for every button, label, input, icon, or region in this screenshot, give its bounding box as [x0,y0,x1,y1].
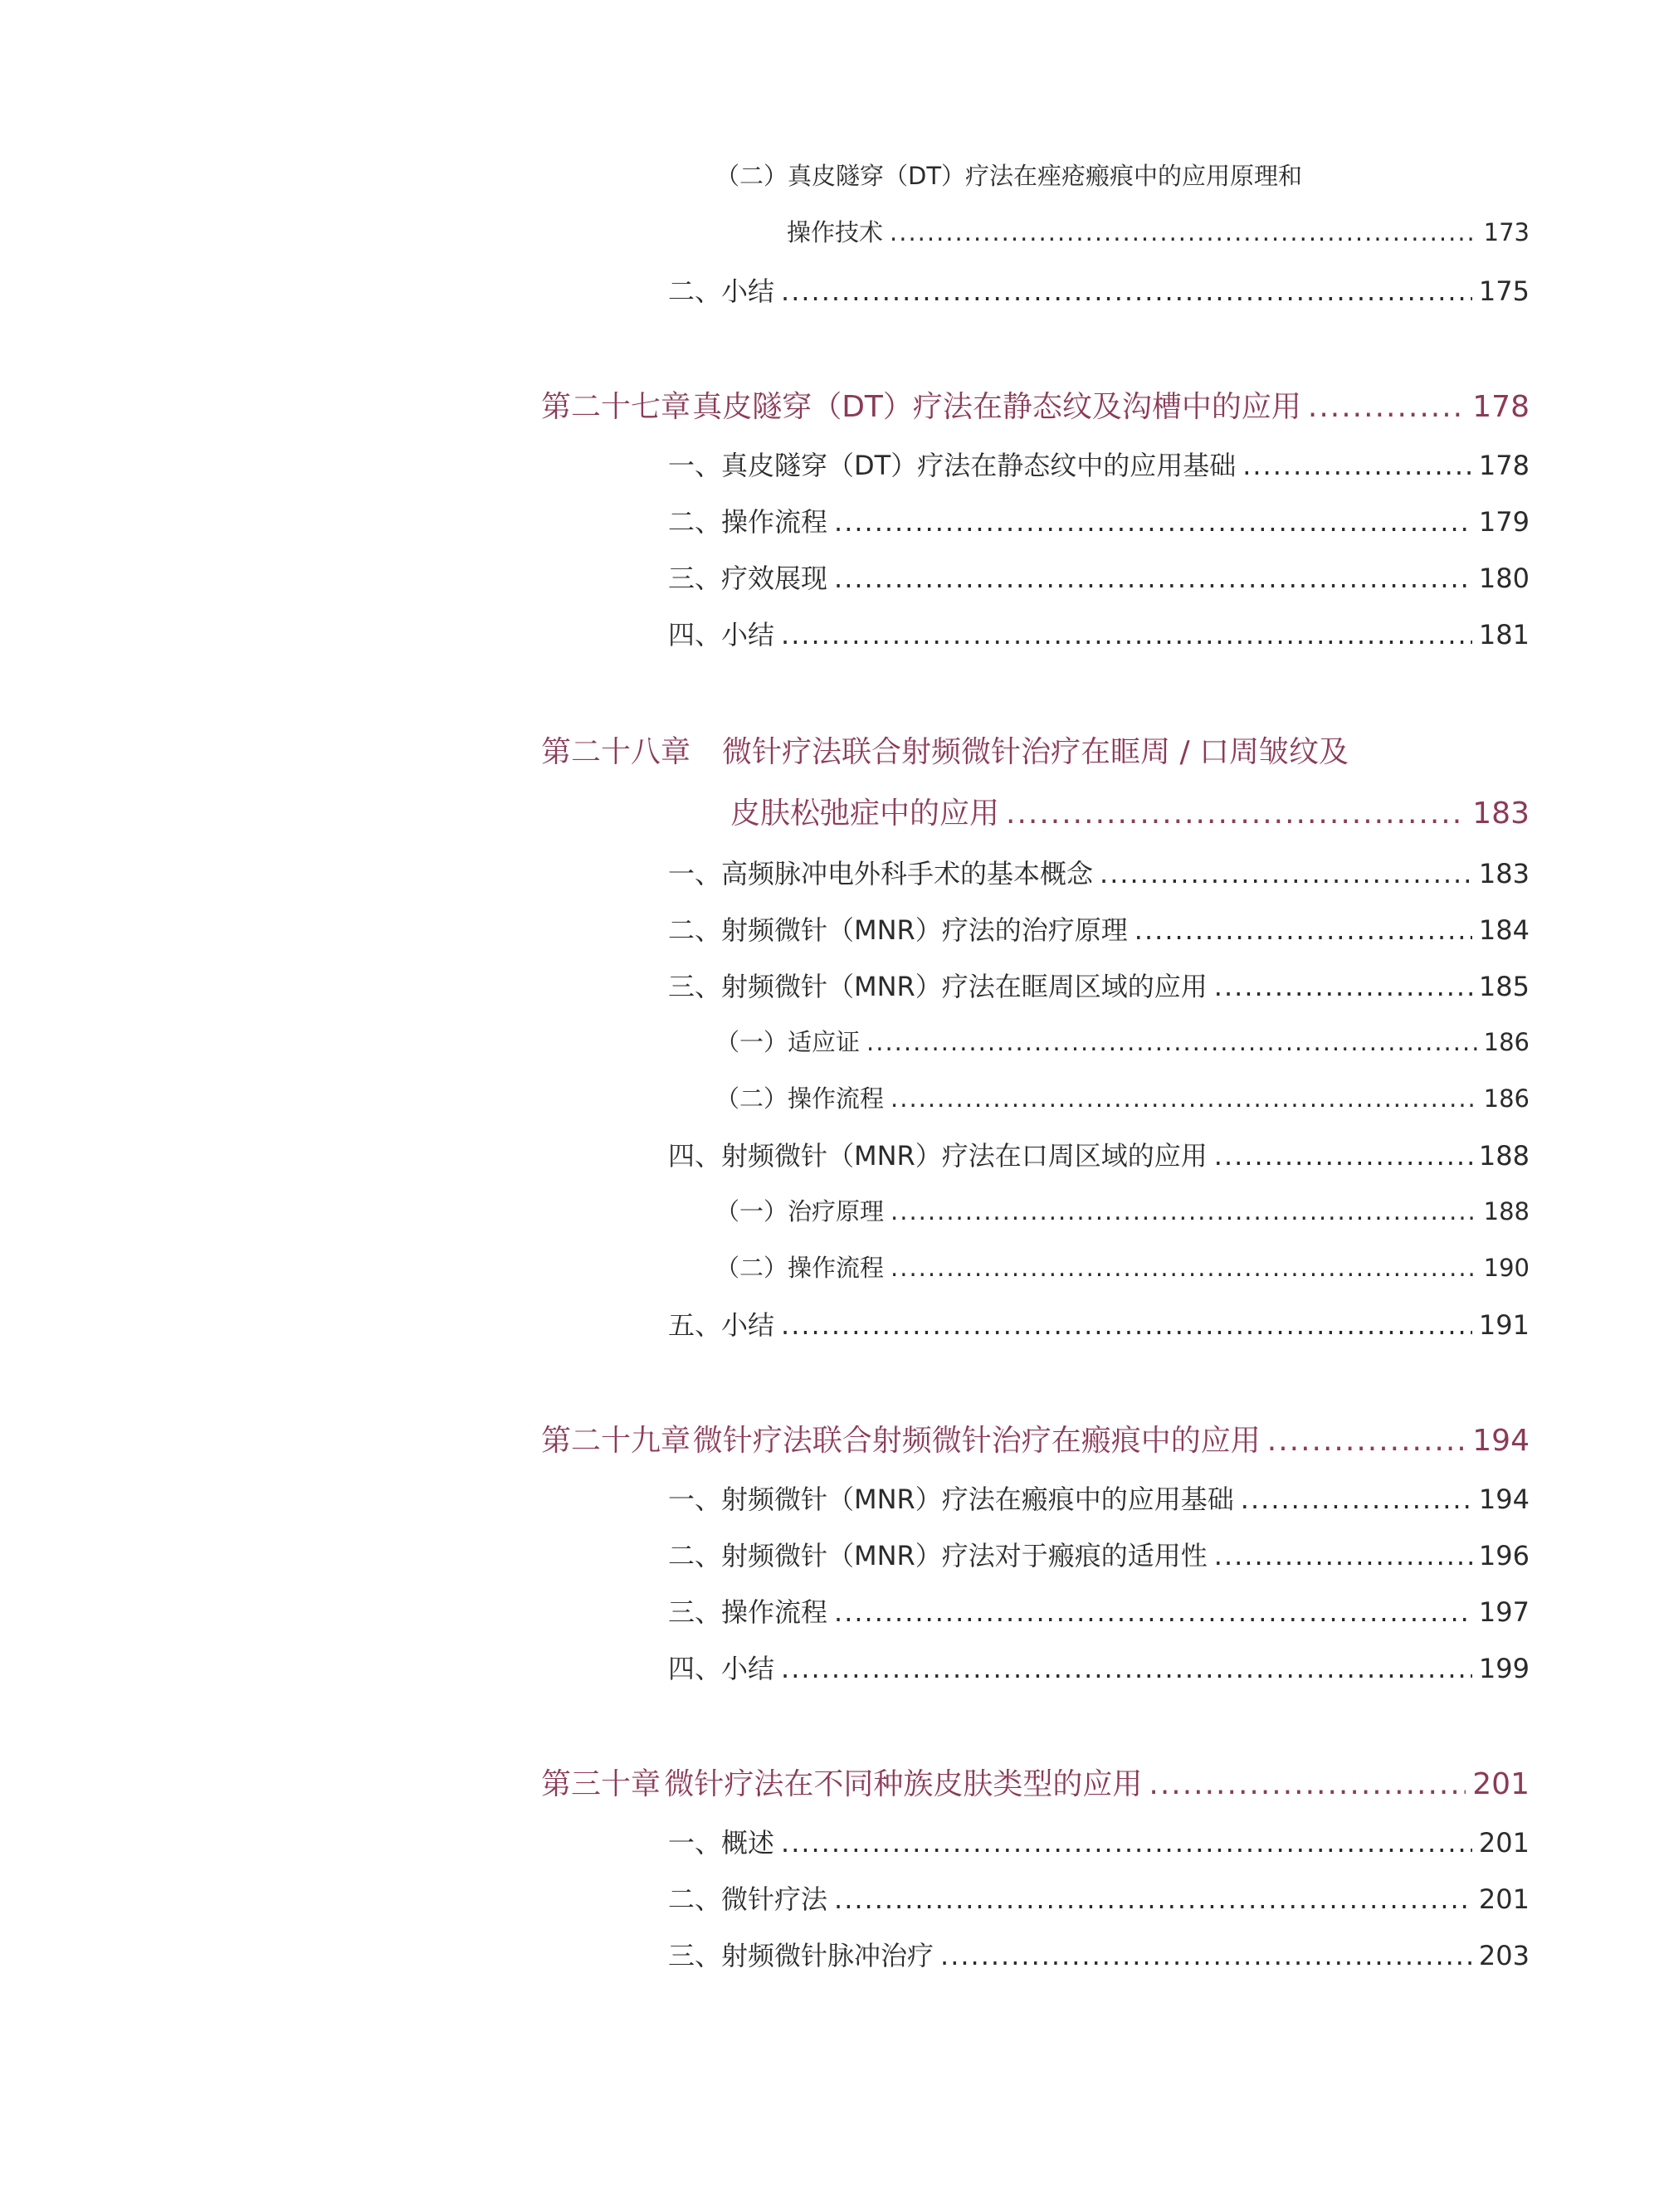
toc-page-number: 186 [1483,1084,1530,1113]
toc-page-number: 178 [1478,450,1530,481]
toc-entry-title: 二、小结 [668,275,775,307]
toc-page-number: 179 [1478,506,1530,538]
toc-leader-dots [890,1084,1477,1113]
toc-entry-title: 四、小结 [668,1653,775,1684]
toc-leader-dots [1214,971,1472,1002]
toc-page-number: 185 [1478,971,1530,1002]
toc-page-number: 203 [1478,1940,1530,1971]
toc-entry-title: 四、小结 [668,619,775,650]
toc-leader-dots [940,1940,1472,1971]
toc-page-number: 181 [1478,619,1530,650]
toc-entry-title: 二、射频微针（MNR）疗法的治疗原理 [668,914,1128,946]
toc-chapter-number: 第二十八章 [541,735,691,769]
toc-section-entry [668,501,1530,539]
toc-subsection-entry [715,158,1302,192]
toc-page-number: 184 [1478,914,1530,946]
toc-entry-title: 四、射频微针（MNR）疗法在口周区域的应用 [668,1140,1208,1172]
toc-entry-title: （一）适应证 [715,1028,861,1056]
toc-leader-dots [890,218,1477,246]
toc-entry-title: 三、射频微针脉冲治疗 [668,1940,934,1971]
toc-page-number: 188 [1478,1140,1530,1172]
toc-leader-dots [1267,1424,1466,1458]
toc-section-entry [668,614,1530,652]
toc-section-entry [668,1935,1530,1973]
toc-section-entry [668,853,1530,891]
toc-entry-title: 一、概述 [668,1827,775,1859]
toc-entry-title: 二、微针疗法 [668,1883,828,1915]
toc-entry-title: 五、小结 [668,1309,775,1341]
toc-chapter-entry [541,1417,1530,1459]
toc-entry-title: 一、高频脉冲电外科手术的基本概念 [668,858,1094,889]
toc-subsection-entry [787,214,1530,248]
toc-section-entry [668,1878,1530,1917]
toc-leader-dots [1214,1540,1472,1571]
toc-page-number: 196 [1478,1540,1530,1571]
toc-leader-dots [834,506,1472,538]
toc-chapter-entry [541,1761,1530,1803]
toc-entry-title: （二）真皮隧穿（DT）疗法在痤疮瘢痕中的应用原理和 [715,162,1303,190]
toc-section-entry [668,1648,1530,1686]
toc-chapter-entry-continuation [730,790,1530,832]
toc-section-entry [668,558,1530,596]
toc-page-number: 201 [1472,1767,1530,1801]
toc-chapter-title: 真皮隧穿（DT）疗法在静态纹及沟槽中的应用 [692,390,1301,424]
toc-chapter-title: 皮肤松弛症中的应用 [730,797,1000,831]
toc-section-entry [668,1591,1530,1630]
toc-page-number: 183 [1478,858,1530,889]
toc-leader-dots [781,1827,1472,1859]
toc-leader-dots [1214,1140,1472,1172]
toc-leader-dots [781,619,1472,650]
toc-leader-dots [781,1309,1472,1341]
toc-section-entry [668,1535,1530,1573]
toc-chapter-title: 微针疗法在不同种族皮肤类型的应用 [664,1767,1143,1801]
toc-page-number: 190 [1483,1254,1530,1282]
toc-leader-dots [834,563,1472,594]
toc-leader-dots [890,1197,1477,1225]
toc-leader-dots [1149,1767,1466,1801]
toc-leader-dots [834,1596,1472,1628]
toc-page-number: 201 [1478,1883,1530,1915]
toc-subsection-entry [715,1024,1530,1058]
toc-entry-title: （二）操作流程 [715,1084,885,1113]
toc-entry-title: 三、操作流程 [668,1596,828,1628]
toc-entry-title: 三、疗效展现 [668,563,828,594]
toc-section-entry [668,1479,1530,1517]
toc-section-entry [668,966,1530,1004]
toc-leader-dots [1134,914,1472,946]
toc-leader-dots [1241,1484,1472,1515]
toc-leader-dots [781,275,1472,307]
toc-page-number: 175 [1478,275,1530,307]
toc-section-entry [668,1822,1530,1860]
toc-subsection-entry [715,1193,1530,1227]
toc-subsection-entry [715,1080,1530,1114]
toc-leader-dots [866,1028,1477,1056]
toc-chapter-number: 第二十九章 [541,1424,691,1458]
toc-chapter-entry [541,383,1530,426]
toc-entry-title: （一）治疗原理 [715,1197,885,1225]
toc-section-entry [668,270,1530,309]
toc-page-number: 194 [1478,1484,1530,1515]
toc-page-number: 183 [1472,797,1530,831]
toc-section-entry [668,909,1530,948]
toc-entry-title: 操作技术 [787,218,884,246]
toc-leader-dots [1242,450,1472,481]
toc-chapter-title: 微针疗法联合射频微针治疗在眶周 / 口周皱纹及 [722,735,1349,769]
toc-section-entry [668,445,1530,483]
toc-page-number: 173 [1483,218,1530,246]
toc-entry-title: 一、真皮隧穿（DT）疗法在静态纹中的应用基础 [668,450,1237,481]
toc-page-number: 180 [1478,563,1530,594]
toc-chapter-entry [541,728,1349,771]
toc-entry-title: （二）操作流程 [715,1254,885,1282]
toc-chapter-title: 微针疗法联合射频微针治疗在瘢痕中的应用 [692,1424,1261,1458]
toc-leader-dots [890,1254,1477,1282]
toc-leader-dots [1006,797,1466,831]
toc-leader-dots [834,1883,1472,1915]
toc-leader-dots [1308,390,1466,424]
toc-section-entry [668,1135,1530,1173]
toc-chapter-number: 第三十章 [541,1767,661,1801]
toc-leader-dots [1100,858,1472,889]
toc-leader-dots [781,1653,1472,1684]
toc-entry-title: 二、操作流程 [668,506,828,538]
toc-chapter-number: 第二十七章 [541,390,691,424]
toc-page-number: 197 [1478,1596,1530,1628]
toc-page-number: 191 [1478,1309,1530,1341]
toc-subsection-entry [715,1250,1530,1284]
toc-entry-title: 一、射频微针（MNR）疗法在瘢痕中的应用基础 [668,1484,1234,1515]
toc-section-entry [668,1304,1530,1342]
toc-page-number: 186 [1483,1028,1530,1056]
toc-page-number: 178 [1472,390,1530,424]
toc-page-number: 194 [1472,1424,1530,1458]
toc-page-number: 201 [1478,1827,1530,1859]
toc-page-number: 188 [1483,1197,1530,1225]
toc-entry-title: 三、射频微针（MNR）疗法在眶周区域的应用 [668,971,1208,1002]
toc-entry-title: 二、射频微针（MNR）疗法对于瘢痕的适用性 [668,1540,1208,1571]
toc-page-number: 199 [1478,1653,1530,1684]
